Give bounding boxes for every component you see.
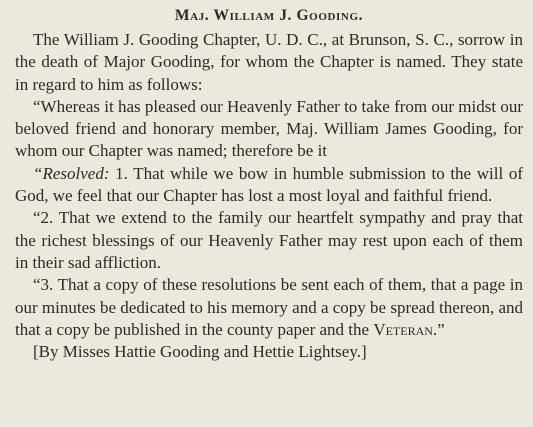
resolved-label: “Resolved:: [33, 163, 110, 183]
resolution-3-end: .”: [432, 319, 445, 339]
resolution-3-text: “3. That a copy of these resolutions be sent each of them, that a page in our minutes be dedicated to his memory and a copy be spread thereon, and that a copy be published in the county paper and the: [15, 275, 523, 339]
resolution-1-paragraph: [15, 163, 523, 208]
veteran-name: Veteran: [373, 319, 433, 339]
signature-line: [By Misses Hattie Gooding and Hettie Lightsey.]: [33, 342, 367, 362]
intro-paragraph: The William J. Gooding Chapter, U. D. C., at Brunson, S. C., sorrow in the death of Major Gooding, for whom the Chapter is named. They state in regard to him as follows:: [15, 30, 523, 94]
article-title: Maj. William J. Gooding.: [174, 7, 364, 24]
resolution-2-paragraph: “2. That we extend to the family our heartfelt sympathy and pray that the richest blessings of our Heavenly Father may rest upon each of them in their sad affliction.: [15, 208, 523, 272]
whereas-paragraph: “Whereas it has pleased our Heavenly Father to take from our midst our beloved friend and honorary member, Maj. William James Gooding, for whom our Chapter was named; therefore be it: [15, 96, 524, 161]
article-body: [15, 29, 523, 363]
resolution-3-paragraph: [15, 274, 523, 341]
resolution-1-text: 1. That while we bow in humble submission to the will of God, we feel that our Chapter has lost a most loyal and faithful friend.: [15, 163, 523, 206]
